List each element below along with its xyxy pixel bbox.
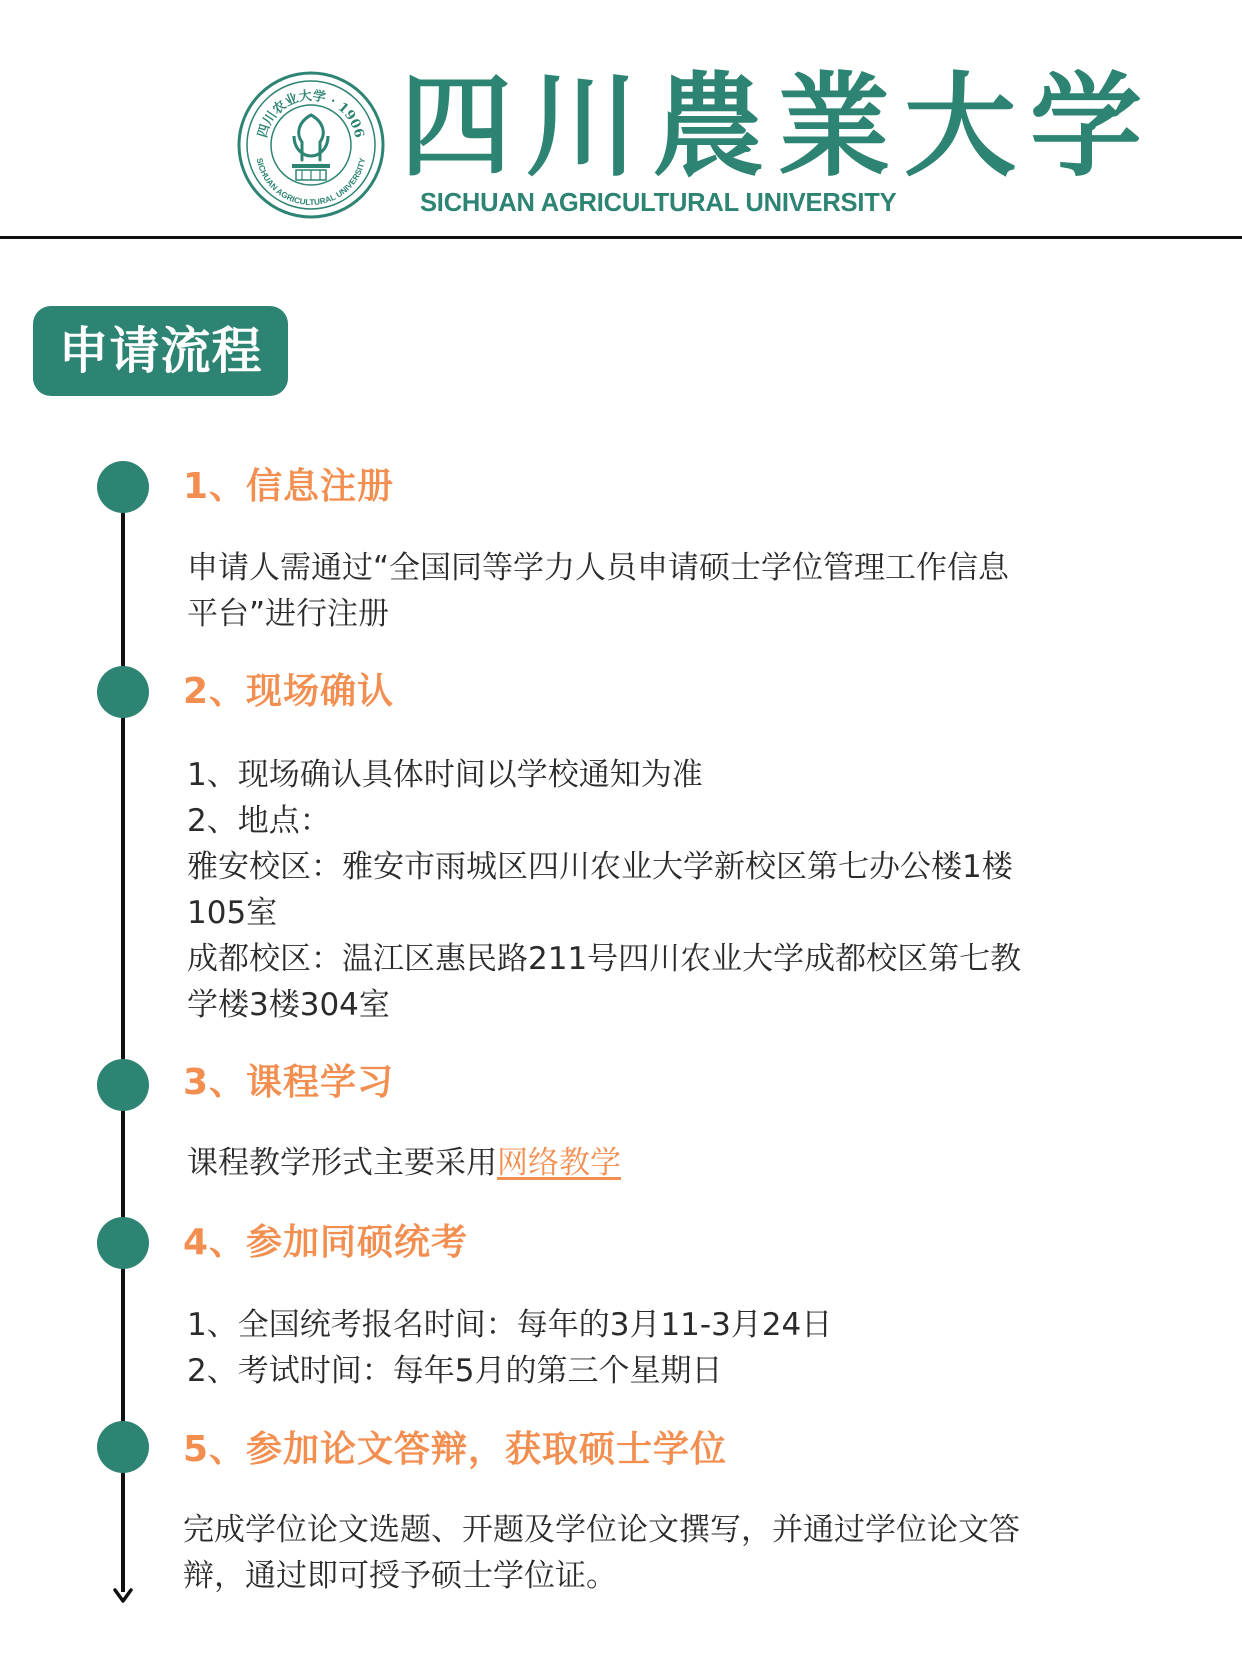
- step-4-text-line: 1、全国统考报名时间：每年的3月11-3月24日: [187, 1307, 833, 1343]
- university-seal-logo: [236, 70, 386, 220]
- step-4-title: 4、参加同硕统考: [183, 1222, 469, 1263]
- header-divider: [0, 236, 1242, 239]
- step-1-text-line: 申请人需通过“全国同等学力人员申请硕士学位管理工作信息: [187, 550, 1010, 586]
- online-teaching-link[interactable]: 网络教学: [497, 1145, 621, 1181]
- header: [0, 0, 1242, 238]
- step-2-text-line: 雅安校区：雅安市雨城区四川农业大学新校区第七办公楼1楼: [187, 849, 1013, 885]
- svg-text:SICHUAN AGRICULTURAL UNIVERSIT: SICHUAN AGRICULTURAL UNIVERSITY: [254, 157, 368, 208]
- timeline-dot-step-5: [97, 1421, 149, 1473]
- timeline-dot-step-2: [97, 666, 149, 718]
- svg-text:四川农业大学 · 1906: 四川农业大学 · 1906: [255, 88, 367, 140]
- step-5-title: 5、参加论文答辩，获取硕士学位: [183, 1429, 728, 1470]
- timeline-dot-step-1: [97, 461, 149, 513]
- step-2-text-line: 学楼3楼304室: [187, 987, 390, 1023]
- step-2-text-line: 1、现场确认具体时间以学校通知为准: [187, 757, 703, 793]
- step-2-title: 2、现场确认: [183, 671, 395, 712]
- step-3-title: 3、课程学习: [183, 1062, 395, 1103]
- step-3-text-prefix: 课程教学形式主要采用: [187, 1145, 497, 1181]
- university-name-english: SICHUAN AGRICULTURAL UNIVERSITY: [420, 189, 897, 217]
- step-3-text-line: [187, 1140, 621, 1186]
- timeline-dot-step-3: [97, 1059, 149, 1111]
- timeline-dot-step-4: [97, 1217, 149, 1269]
- step-5-text-line: 辩，通过即可授予硕士学位证。: [183, 1558, 617, 1594]
- arrow-down-icon: [113, 1588, 133, 1604]
- section-title-badge: 申请流程: [33, 306, 288, 396]
- step-5-text-line: 完成学位论文选题、开题及学位论文撰写，并通过学位论文答: [183, 1512, 1020, 1548]
- university-name-chinese: 四川農業大学: [400, 61, 1156, 192]
- step-2-text-line: 成都校区：温江区惠民路211号四川农业大学成都校区第七教: [187, 941, 1022, 977]
- step-4-text-line: 2、考试时间：每年5月的第三个星期日: [187, 1353, 723, 1389]
- step-1-text-line: 平台”进行注册: [187, 596, 390, 632]
- step-1-title: 1、信息注册: [183, 466, 395, 507]
- step-2-text-line: 2、地点：: [187, 803, 331, 839]
- step-2-text-line: 105室: [187, 895, 278, 931]
